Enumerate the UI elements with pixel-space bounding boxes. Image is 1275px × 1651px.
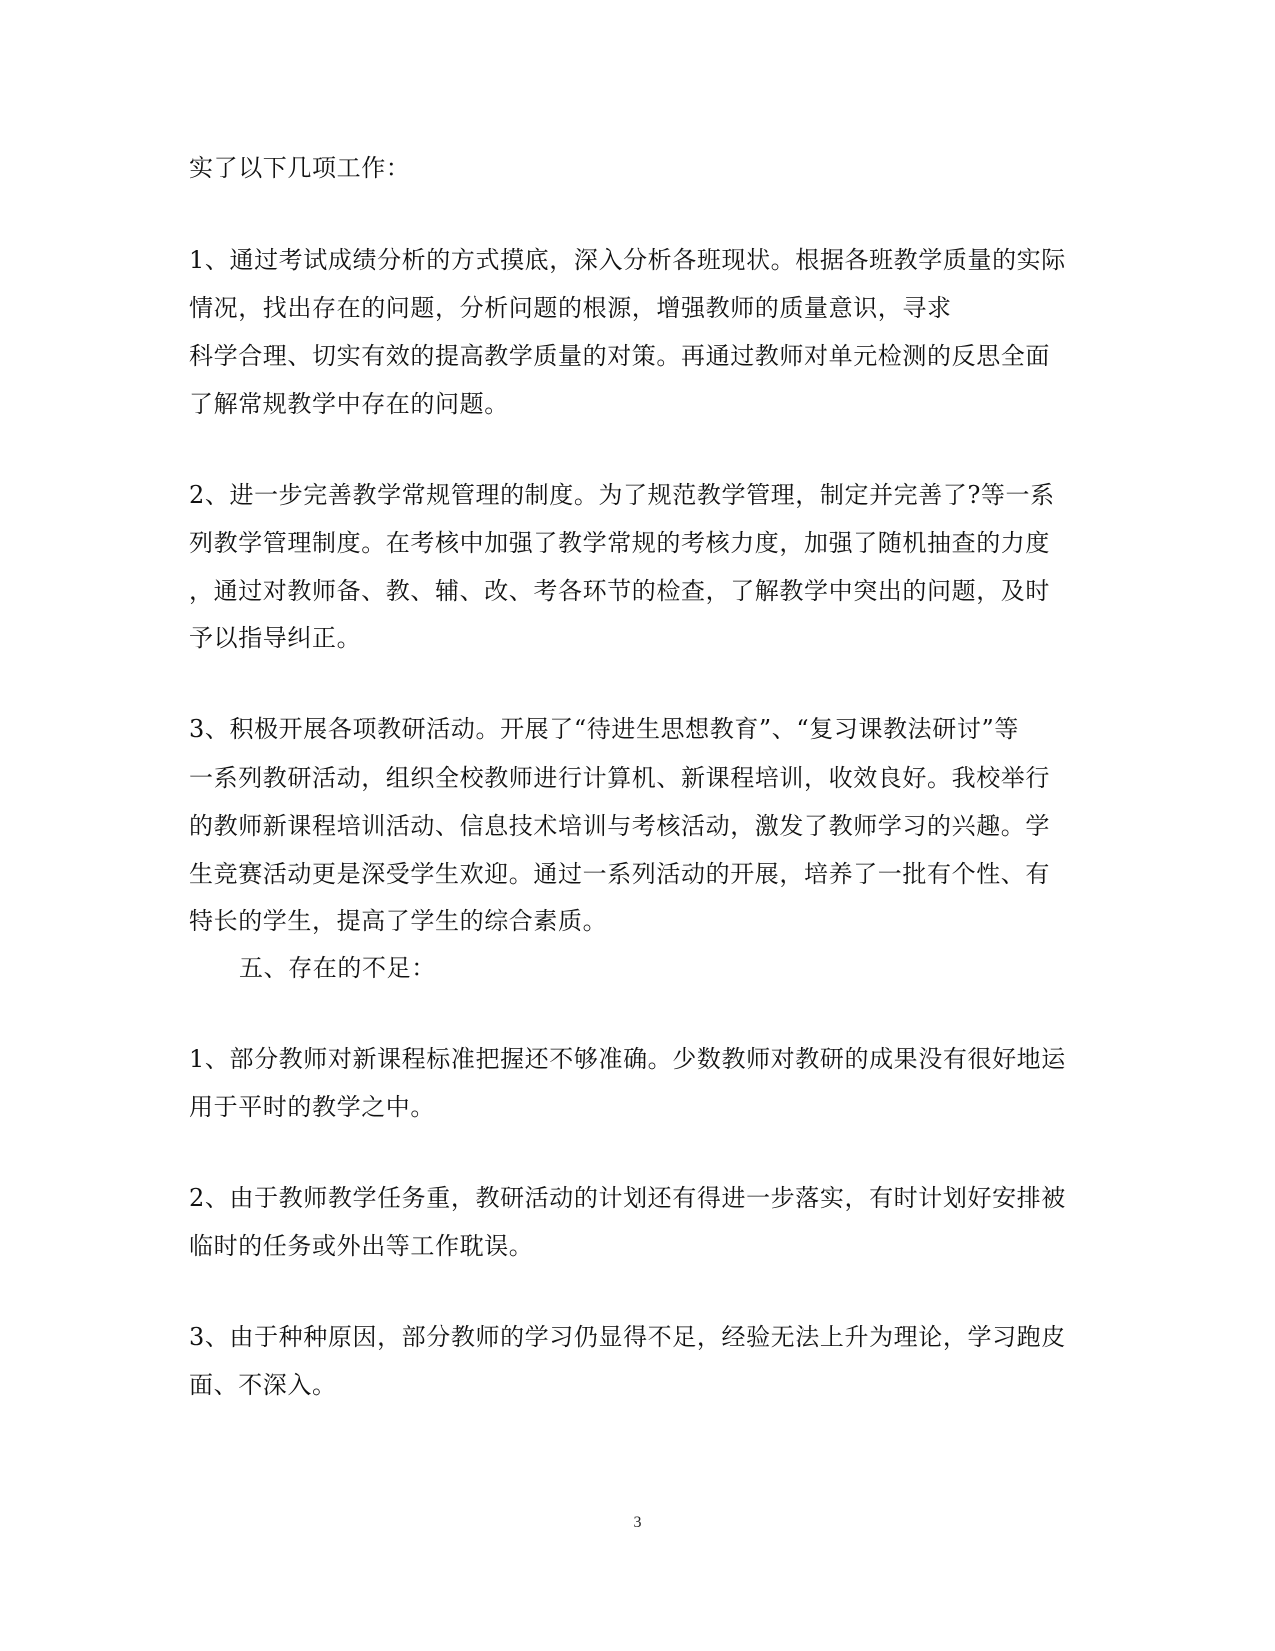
text-line: 科学合理、切实有效的提高教学质量的对策。再通过教师对单元检测的反思全面 bbox=[189, 342, 1050, 370]
text-line: 用于平时的教学之中。 bbox=[189, 1093, 435, 1121]
text-line: 3、由于种种原因，部分教师的学习仍显得不足，经验无法上升为理论，学习跑皮 bbox=[189, 1323, 1066, 1351]
text-line: ，通过对教师备、教、辅、改、考各环节的检查，了解教学中突出的问题，及时 bbox=[189, 577, 1050, 605]
text-line: 予以指导纠正。 bbox=[189, 624, 362, 652]
text-line: 了解常规教学中存在的问题。 bbox=[189, 390, 509, 418]
text-line: 一系列教研活动，组织全校教师进行计算机、新课程培训，收效良好。我校举行 bbox=[189, 764, 1050, 792]
text-line: 情况，找出存在的问题，分析问题的根源，增强教师的质量意识，寻求 bbox=[189, 294, 952, 322]
text-line: 特长的学生，提高了学生的综合素质。 bbox=[189, 907, 608, 935]
text-line: 1、通过考试成绩分析的方式摸底，深入分析各班现状。根据各班教学质量的实际 bbox=[189, 246, 1066, 274]
text-line: 列教学管理制度。在考核中加强了教学常规的考核力度，加强了随机抽查的力度 bbox=[189, 529, 1050, 557]
text-line: 面、不深入。 bbox=[189, 1371, 337, 1399]
text-line: 1、部分教师对新课程标准把握还不够准确。少数教师对教研的成果没有很好地运 bbox=[189, 1045, 1066, 1073]
text-line: 3、积极开展各项教研活动。开展了“待进生思想教育”、“复习课教法研讨”等 bbox=[189, 715, 1019, 743]
text-line: 2、进一步完善教学常规管理的制度。为了规范教学管理，制定并完善了?等一系 bbox=[189, 481, 1055, 509]
text-line: 临时的任务或外出等工作耽误。 bbox=[189, 1232, 534, 1260]
text-line: 2、由于教师教学任务重，教研活动的计划还有得进一步落实，有时计划好安排被 bbox=[189, 1184, 1066, 1212]
text-line: 生竞赛活动更是深受学生欢迎。通过一系列活动的开展，培养了一批有个性、有 bbox=[189, 860, 1050, 888]
text-line: 的教师新课程培训活动、信息技术培训与考核活动，激发了教师学习的兴趣。学 bbox=[189, 812, 1050, 840]
section-heading: 五、存在的不足： bbox=[239, 954, 436, 982]
text-line: 实了以下几项工作： bbox=[189, 154, 411, 182]
page-number: 3 bbox=[633, 1514, 642, 1531]
